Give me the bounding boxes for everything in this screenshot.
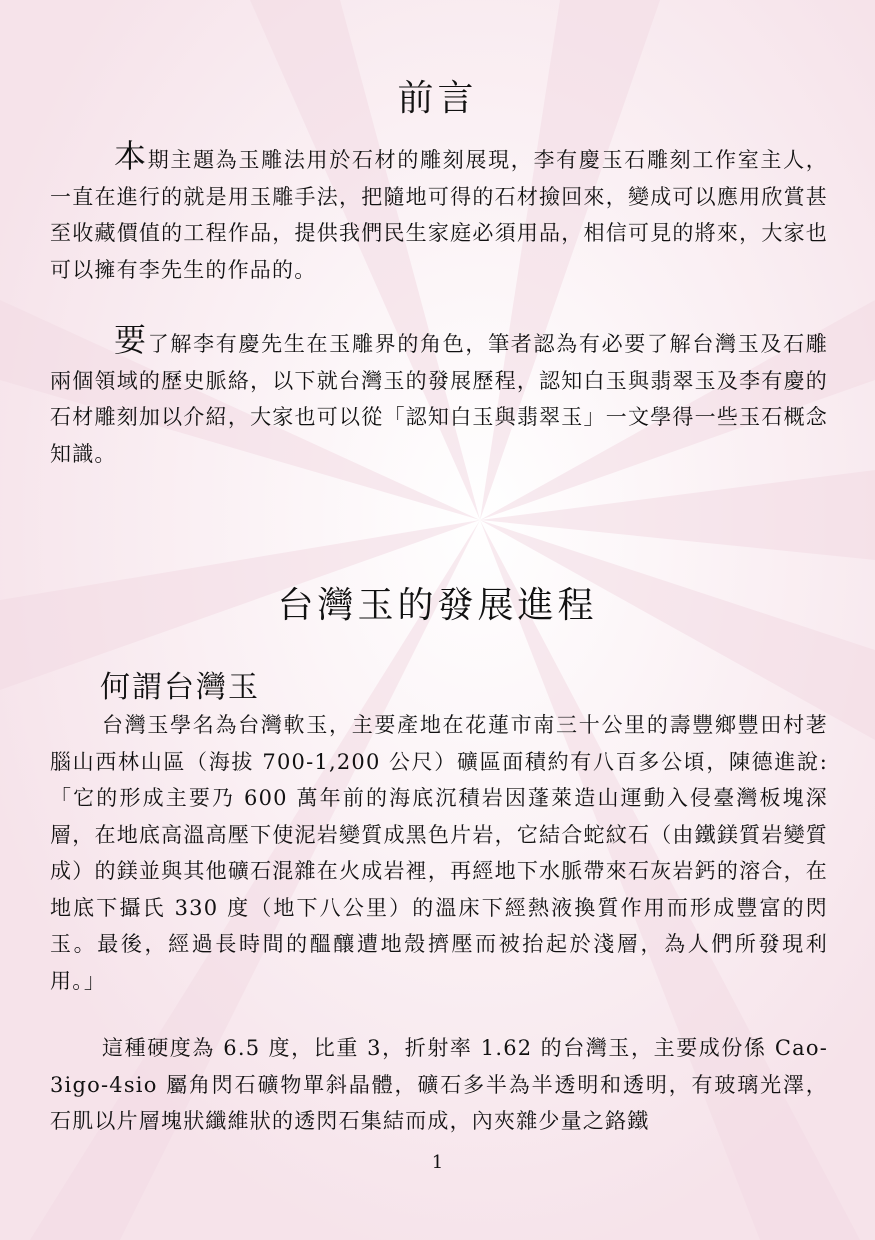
body-paragraph-1: 台灣玉學名為台灣軟玉，主要產地在花蓮市南三十公里的壽豐鄉豐田村荖腦山西林山區（海拔 700-1,200 公尺）礦區面積約有八百多公頃，陳德進說:「它的形成主要乃 600 萬年前的海底沉積岩因蓬萊造山運動入侵臺灣板塊深層，在地底高溫高壓下使泥岩變質成黑色片岩，它結合蛇紋石（由鐵鎂質岩變質成）的鎂並與其他礦石混雜在火成岩裡，再經地下水脈帶來石灰岩鈣的溶合，在地底下攝氏 330 度（地下八公里）的溫床下經熱液換質作用而形成豐富的閃玉。最後，經過長時間的醞釀遭地殼擠壓而被抬起於淺層，為人們所發現利用。」 <box>50 713 828 993</box>
preface-paragraph-2 <box>50 322 828 472</box>
lead-character: 要 <box>114 321 148 359</box>
page-number: 1 <box>431 1152 444 1173</box>
paragraph-text: 了解李有慶先生在玉雕界的角色，筆者認為有必要了解台灣玉及石雕兩個領域的歷史脈絡，以下就台灣玉的發展歷程，認知白玉與翡翠玉及李有慶的石材雕刻加以介紹，大家也可以從「認知白玉與翡翠玉」一文學得一些玉石概念知識。 <box>50 332 829 466</box>
preface-paragraph-1 <box>50 138 828 288</box>
paragraph-text: 期主題為玉雕法用於石材的雕刻展現，李有慶玉石雕刻工作室主人，一直在進行的就是用玉雕手法，把隨地可得的石材撿回來，變成可以應用欣賞甚至收藏價值的工程作品，提供我們民生家庭必須用品，相信可見的將來，大家也可以擁有李先生的作品的。 <box>50 148 829 282</box>
body-paragraph-2: 這種硬度為 6.5 度，比重 3，折射率 1.62 的台灣玉，主要成份係 Cao-3igo-4sio 屬角閃石礦物單斜晶體，礦石多半為半透明和透明，有玻璃光澤，石肌以片層塊狀纖維狀的透閃石集結而成，內夾雜少量之鉻鐵 <box>50 1036 828 1133</box>
section-title-preface: 前言 <box>397 78 478 119</box>
section-title-taiwan-jade: 台灣玉的發展進程 <box>277 585 598 626</box>
subsection-title: 何謂台灣玉 <box>100 670 260 705</box>
lead-character: 本 <box>114 137 148 175</box>
